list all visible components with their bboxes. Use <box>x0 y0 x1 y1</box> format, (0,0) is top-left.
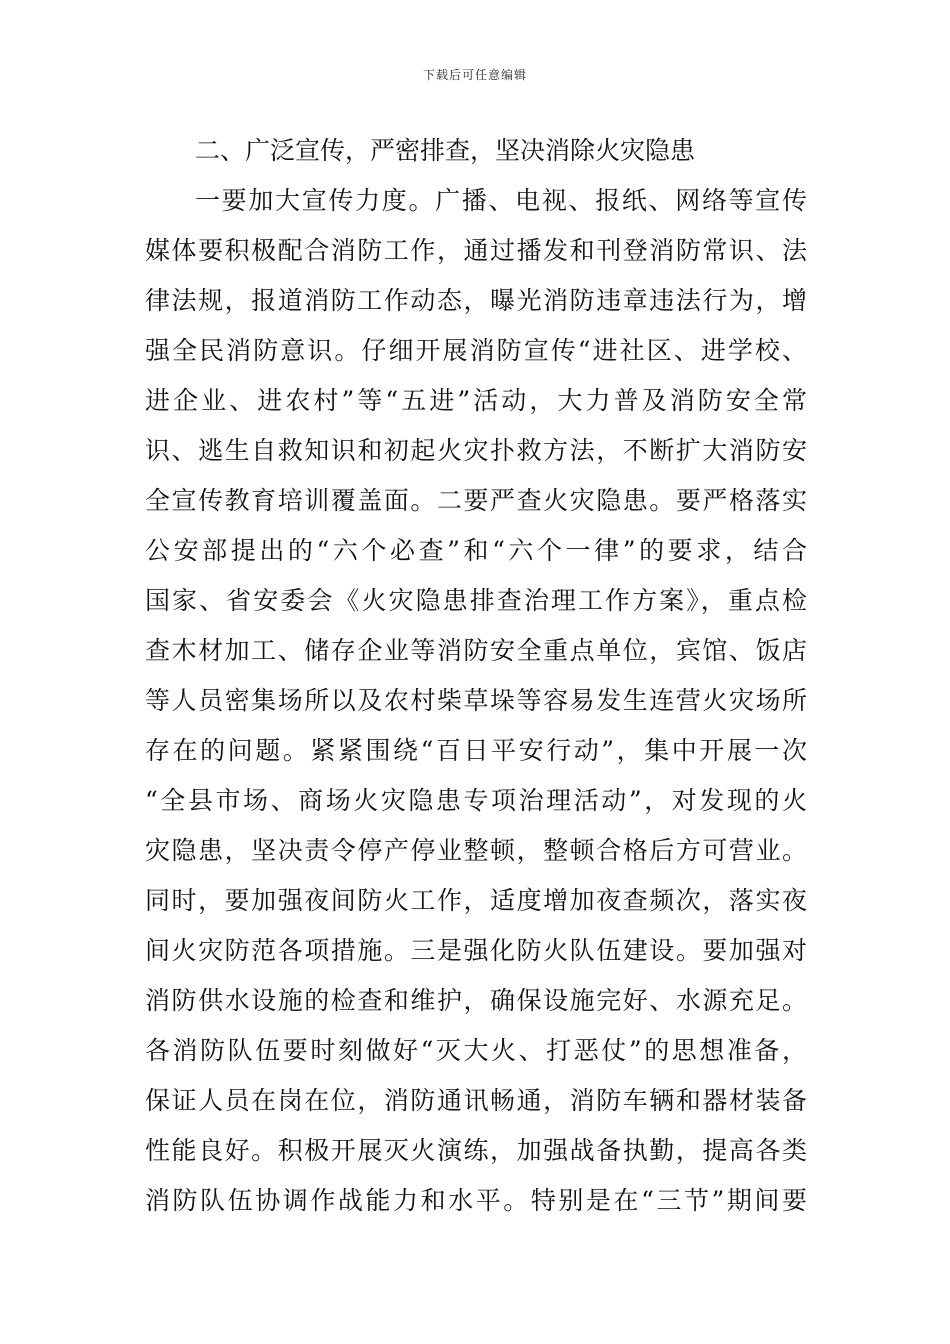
paragraph-line: 识、逃生自救知识和初起火灾扑救方法，不断扩大消防安 <box>145 436 807 465</box>
paragraph-line: 同时，要加强夜间防火工作，适度增加夜查频次，落实夜 <box>145 886 807 915</box>
paragraph-line: 存在的问题。紧紧围绕“百日平安行动”，集中开展一次 <box>145 736 807 765</box>
paragraph-line: 律法规，报道消防工作动态，曝光消防违章违法行为，增 <box>145 286 807 315</box>
paragraph-line: 国家、省安委会《火灾隐患排查治理工作方案》，重点检 <box>145 586 807 615</box>
paragraph-line: 媒体要积极配合消防工作，通过播发和刊登消防常识、法 <box>145 236 807 265</box>
paragraph-line: 全宣传教育培训覆盖面。二要严查火灾隐患。要严格落实 <box>145 486 807 515</box>
paragraph-line: 消防供水设施的检查和维护，确保设施完好、水源充足。 <box>145 986 807 1015</box>
paragraph-line: 一要加大宣传力度。广播、电视、报纸、网络等宣传 <box>195 186 807 215</box>
paragraph-line: 性能良好。积极开展灭火演练，加强战备执勤，提高各类 <box>145 1136 807 1165</box>
paragraph-line: 等人员密集场所以及农村柴草垛等容易发生连营火灾场所 <box>145 686 807 715</box>
document-body <box>145 126 807 1226</box>
paragraph-line: 间火灾防范各项措施。三是强化防火队伍建设。要加强对 <box>145 936 807 965</box>
page-header-note: 下载后可任意编辑 <box>422 68 527 82</box>
paragraph-line: 进企业、进农村”等“五进”活动，大力普及消防安全常 <box>145 386 807 415</box>
paragraph-line: 消防队伍协调作战能力和水平。特别是在“三节”期间要 <box>145 1186 807 1215</box>
paragraph-line: 强全民消防意识。仔细开展消防宣传“进社区、进学校、 <box>145 336 807 365</box>
paragraph-line: 保证人员在岗在位，消防通讯畅通，消防车辆和器材装备 <box>145 1086 807 1115</box>
paragraph-line: 查木材加工、储存企业等消防安全重点单位，宾馆、饭店 <box>145 636 807 665</box>
paragraph-line: 公安部提出的“六个必查”和“六个一律”的要求，结合 <box>145 536 807 565</box>
section-heading: 二、广泛宣传，严密排查，坚决消除火灾隐患 <box>195 136 696 165</box>
paragraph-line: 各消防队伍要时刻做好“灭大火、打恶仗”的思想准备， <box>145 1036 807 1065</box>
paragraph-line: “全县市场、商场火灾隐患专项治理活动”，对发现的火 <box>145 786 807 815</box>
paragraph-line: 灾隐患，坚决责令停产停业整顿，整顿合格后方可营业。 <box>145 836 807 865</box>
